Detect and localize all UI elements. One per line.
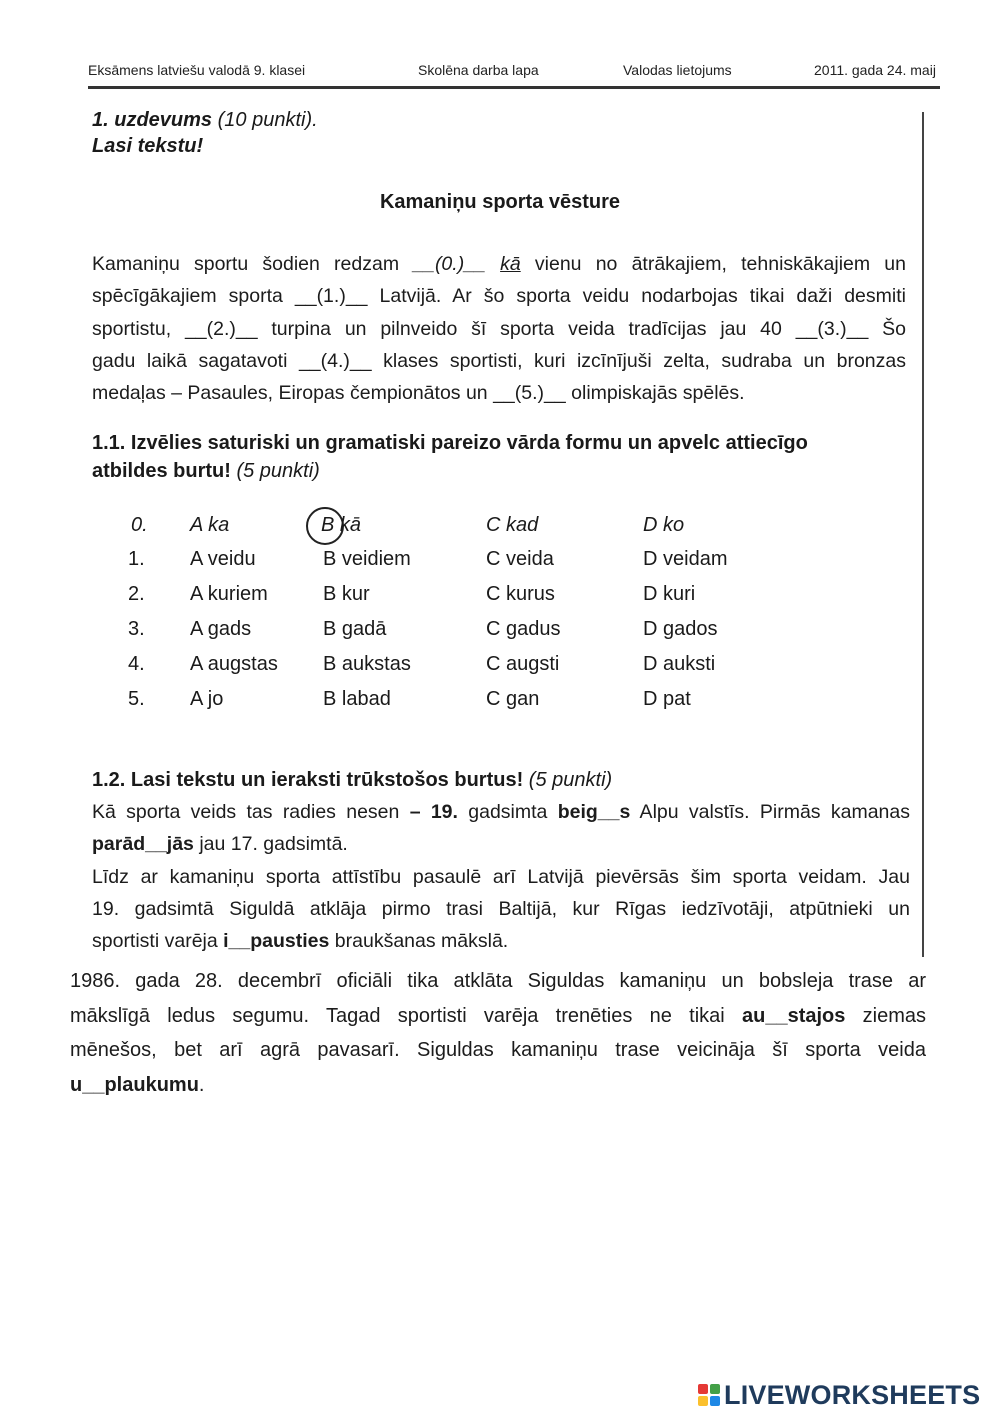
paragraph-line: 1986. gada 28. decembrī oficiāli tika atklāta Siguldas kamaniņu un bobsleja trase ar <box>70 970 926 992</box>
read-instruction: Lasi tekstu! <box>92 135 204 157</box>
option-b[interactable]: B labad <box>323 688 391 710</box>
option-c[interactable]: C gadus <box>486 618 561 640</box>
option-a[interactable]: A gads <box>190 618 252 640</box>
option-b[interactable]: B veidiem <box>323 548 411 570</box>
paragraph-line: u__plaukumu. <box>70 1073 205 1096</box>
blank-4: __(4.)__ <box>298 349 372 372</box>
option-row-0 <box>0 514 1000 544</box>
option-number: 4. <box>128 653 145 675</box>
option-number: 0. <box>131 514 148 536</box>
paragraph-line: parād__jās jau 17. gadsimtā. <box>92 833 348 856</box>
gap-word-au-stajos[interactable]: au__stajos <box>742 1004 846 1027</box>
option-a[interactable]: A veidu <box>190 548 256 570</box>
option-d[interactable]: D kuri <box>643 583 696 605</box>
paragraph-line: spēcīgākajiem sporta __(1.)__ Latvijā. Ar šo sporta veidu nodarbojas tikai daži desmiti <box>92 285 906 308</box>
option-d[interactable]: D auksti <box>643 653 716 675</box>
option-b[interactable]: B aukstas <box>323 653 411 675</box>
option-a[interactable]: A kuriem <box>190 583 268 605</box>
text-title: Kamaniņu sporta vēsture <box>379 191 621 213</box>
logo-text: LIVEWORKSHEETS <box>724 1379 981 1410</box>
paragraph-line: sportistu, __(2.)__ turpina un pilnveido šī sporta veida tradīcijas jau 40 __(3.)__ Šo <box>92 317 906 340</box>
option-row-1 <box>0 548 1000 578</box>
header-worksheet-label: Skolēna darba lapa <box>418 62 539 78</box>
gap-fill-paragraph-2 <box>70 964 926 1102</box>
option-c[interactable]: C veida <box>486 548 554 570</box>
header-exam-name: Eksāmens latviešu valodā 9. klasei <box>88 62 306 78</box>
blank-5: __(5.)__ <box>493 382 566 405</box>
option-number: 2. <box>128 583 145 605</box>
reading-paragraph <box>92 248 906 409</box>
paragraph-line: 19. gadsimtā Siguldā atklāja pirmo trasi Baltijā, kur Rīgas iedzīvotāji, atpūtnieki un <box>92 897 910 920</box>
blank-2: __(2.)__ <box>184 317 258 340</box>
option-row-5 <box>0 688 1000 718</box>
option-row-4 <box>0 653 1000 683</box>
option-number: 3. <box>128 618 145 640</box>
option-c[interactable]: C gan <box>486 688 540 710</box>
sample-answer: kā <box>500 253 521 275</box>
paragraph-line: Kā sporta veids tas radies nesen – 19. gadsimta beig__s Alpu valstīs. Pirmās kamanas <box>92 801 910 823</box>
gap-word-beig-s[interactable]: beig__s <box>557 801 631 823</box>
blank-3: __(3.)__ <box>795 317 869 340</box>
logo-square <box>710 1384 720 1394</box>
option-number: 5. <box>128 688 145 710</box>
option-c[interactable]: C kurus <box>486 583 555 605</box>
option-a[interactable]: A ka <box>190 514 230 536</box>
header-divider <box>88 86 940 89</box>
paragraph-line: Kamaniņu sportu šodien redzam __(0.)__ kā vienu no ātrākajiem, tehniskākajiem un <box>92 253 906 275</box>
blank-1: __(1.)__ <box>294 285 368 308</box>
paragraph-line: medaļas – Pasaules, Eiropas čempionātos un __(5.)__ olimpiskajās spēlēs. <box>92 382 745 405</box>
option-number: 1. <box>128 548 145 570</box>
paragraph-line: sportisti varēja i__pausties braukšanas mākslā. <box>92 930 509 953</box>
logo-squares-icon <box>698 1384 720 1406</box>
paragraph-line: gadu laikā sagatavoti __(4.)__ klases sportisti, kuri izcīnījuši zelta, sudraba un bronzas <box>92 349 906 372</box>
liveworksheets-logo[interactable] <box>698 1378 980 1412</box>
option-d[interactable]: D gados <box>643 618 718 640</box>
paragraph-line: Līdz ar kamaniņu sporta attīstību pasaulē arī Latvijā pievērsās šim sporta veidam. Jau <box>92 865 910 888</box>
gap-fill-paragraph-1 <box>92 796 910 957</box>
gap-word-parad-jas[interactable]: parād__jās <box>92 833 194 856</box>
gap-word-i-pausties[interactable]: i__pausties <box>223 930 330 953</box>
option-c[interactable]: C kad <box>486 514 539 536</box>
task-title: 1. uzdevums (10 punkti). <box>92 109 318 131</box>
paragraph-line: mēnešos, bet arī agrā pavasarī. Siguldas kamaniņu trase veicināja šī sporta veida <box>70 1039 926 1061</box>
option-b[interactable]: B kur <box>323 583 370 605</box>
option-d[interactable]: D veidam <box>643 548 728 570</box>
header-section-label: Valodas lietojums <box>623 62 732 78</box>
section-1-1-heading: 1.1. Izvēlies saturiski un gramatiski pareizo vārda formu un apvelc attiecīgo atbildes burtu! (5 punkti) <box>92 432 808 482</box>
option-b[interactable]: B gadā <box>323 618 387 640</box>
option-row-3 <box>0 618 1000 648</box>
section-1-2-heading: 1.2. Lasi tekstu un ieraksti trūkstošos burtus! (5 punkti) <box>92 769 613 791</box>
option-d[interactable]: D ko <box>643 514 685 536</box>
gap-word-u-plaukumu[interactable]: u__plaukumu <box>70 1073 199 1096</box>
option-a[interactable]: A jo <box>190 688 224 710</box>
option-row-2 <box>0 583 1000 613</box>
option-c[interactable]: C augsti <box>486 653 560 675</box>
option-d[interactable]: D pat <box>643 688 691 710</box>
header-date: 2011. gada 24. maij <box>814 62 936 78</box>
option-b[interactable]: B kā <box>321 514 362 536</box>
logo-square <box>698 1396 708 1406</box>
paragraph-line: mākslīgā ledus segumu. Tagad sportisti varēja trenēties ne tikai au__stajos ziemas <box>70 1004 927 1027</box>
logo-square <box>698 1384 708 1394</box>
logo-square <box>710 1396 720 1406</box>
option-a[interactable]: A augstas <box>190 653 278 675</box>
